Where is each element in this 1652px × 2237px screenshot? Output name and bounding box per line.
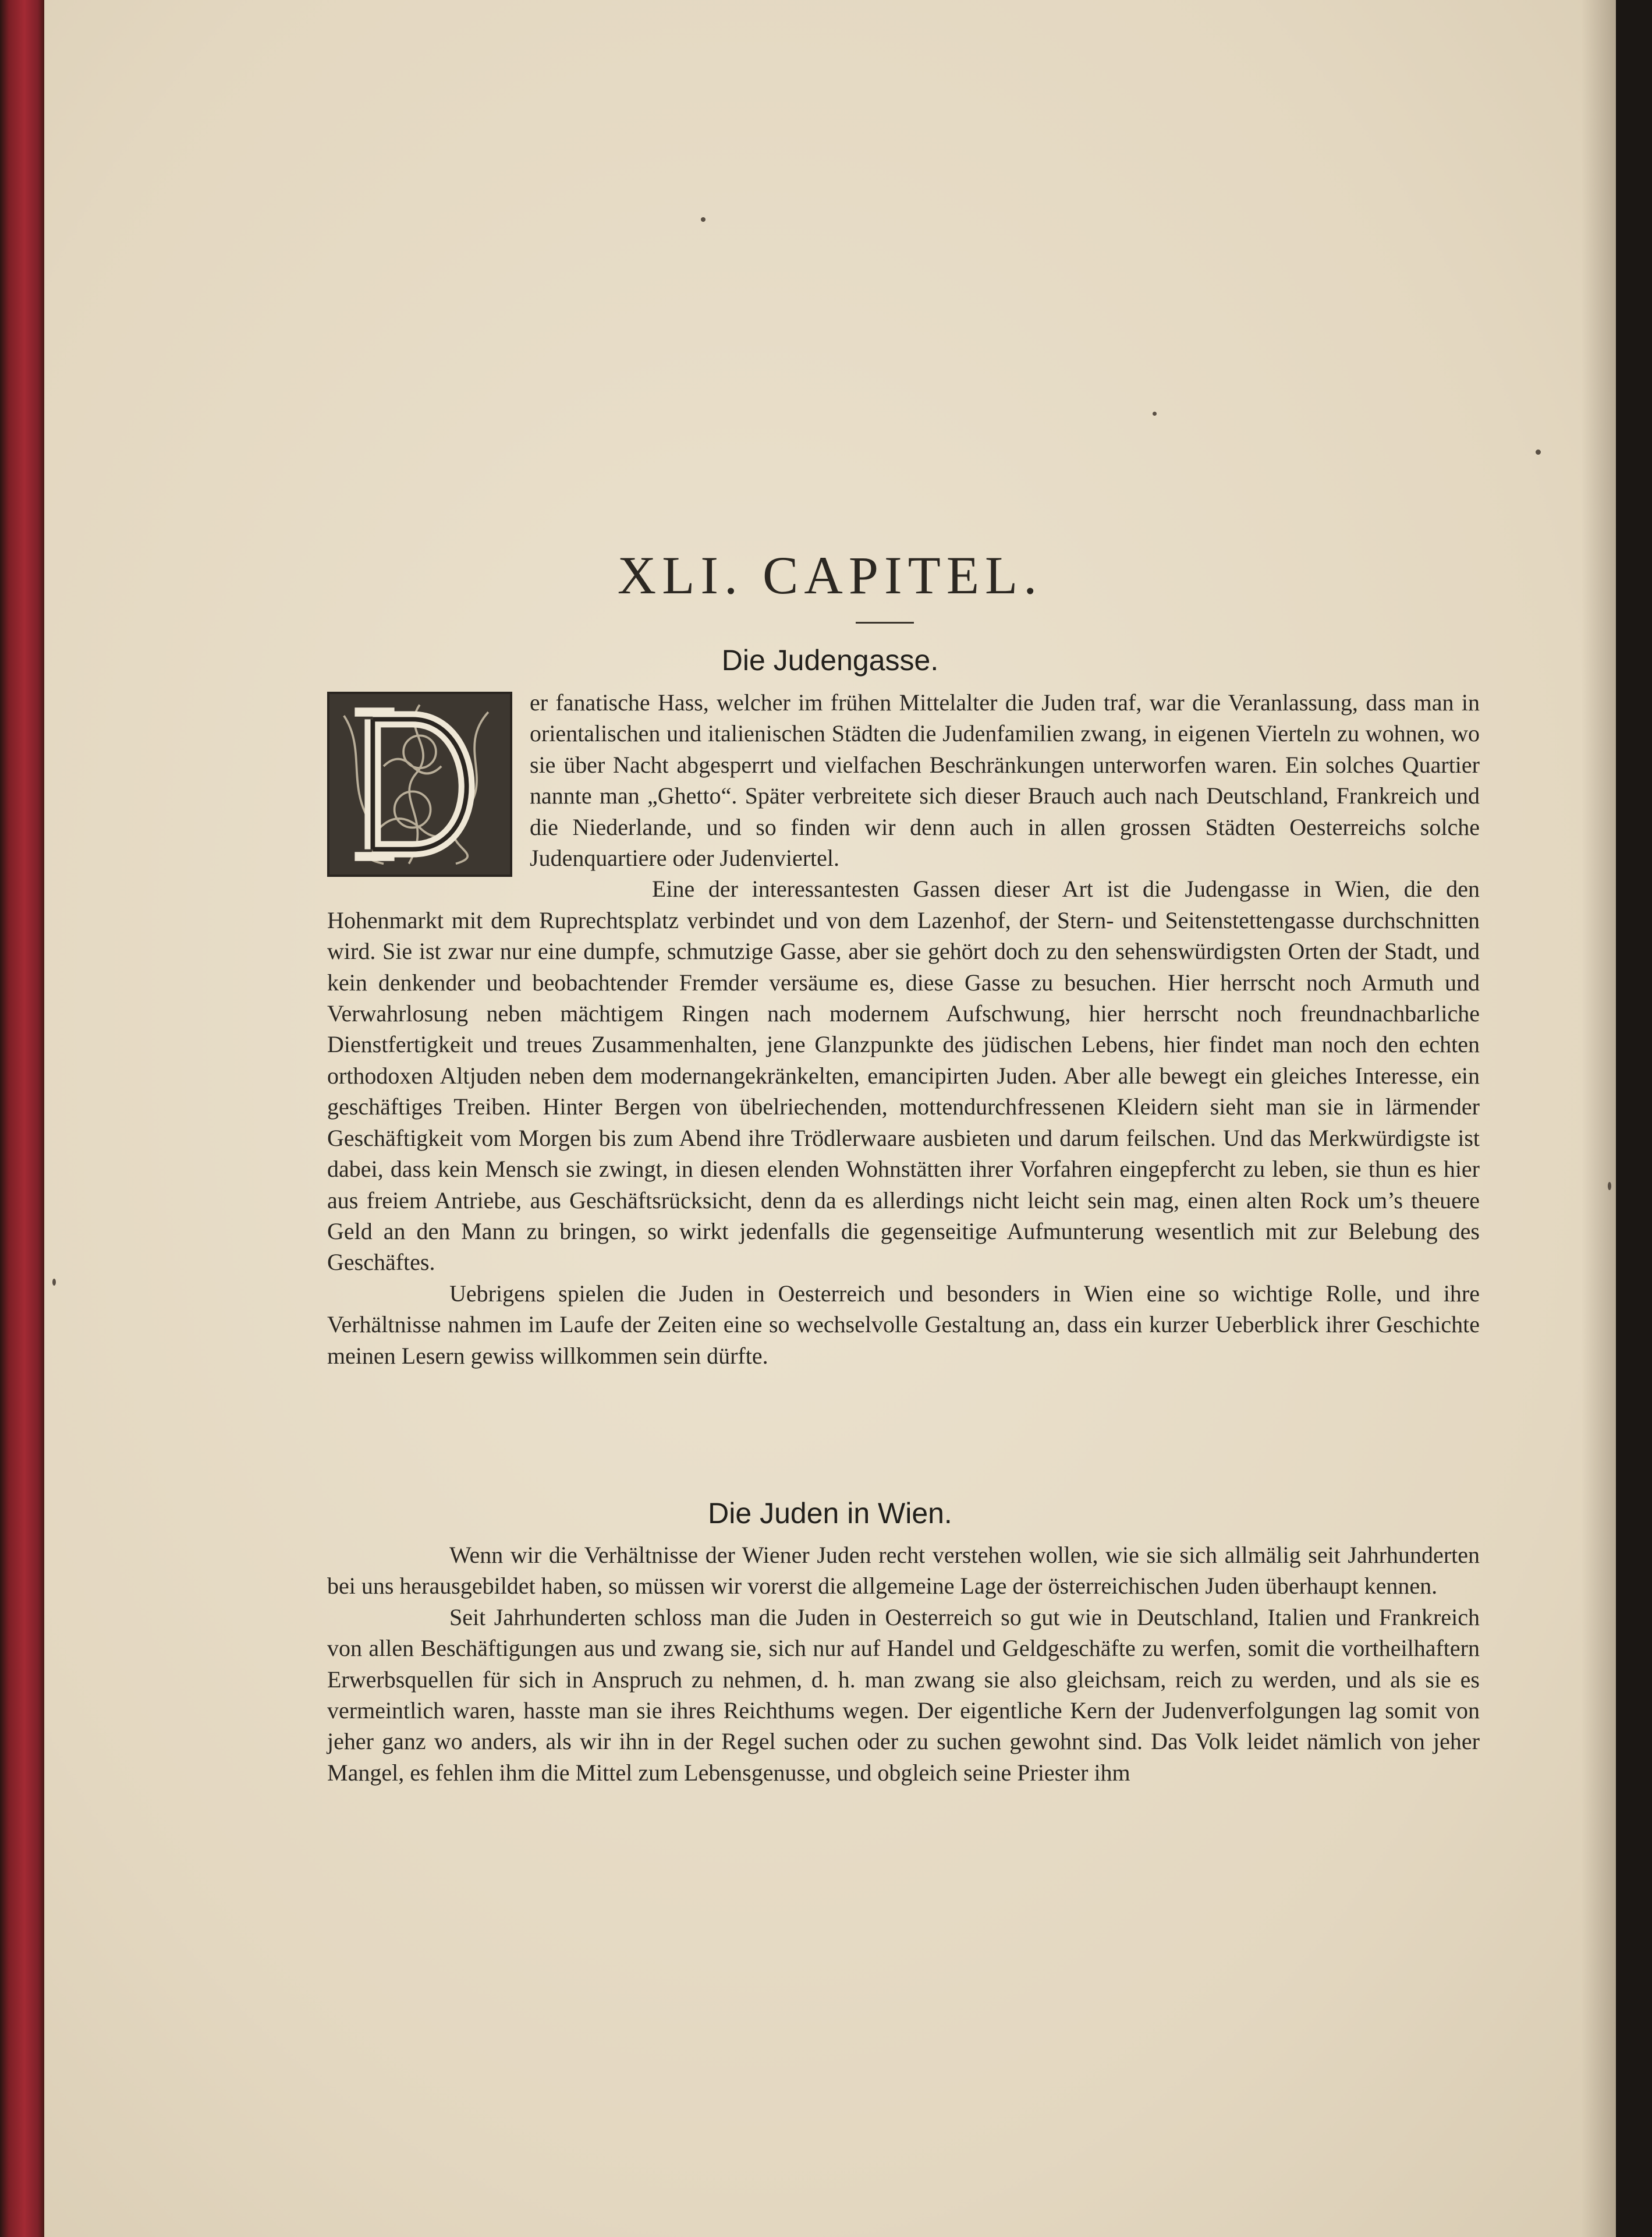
paper-speck: [1608, 1182, 1611, 1190]
paragraph: Wenn wir die Verhältnisse der Wiener Juden recht verstehen wollen, wie sie sich allmälig seit Jahrhunderten bei uns herausgebildet haben, so müssen wir vorerst die allgemeine Lage der österreichischen Juden überhaupt kennen.: [327, 1542, 1480, 1599]
paragraph: Eine der interessantesten Gassen dieser Art ist die Judengasse in Wien, die den Hohenmarkt mit dem Ruprechtsplatz verbindet und von dem Lazenhof, der Stern- und Seitenstettengasse durchschnitten wird. Sie ist zwar nur eine dumpfe, schmutzige Gasse, aber sie gehört doch zu den sehenswürdigsten Orten der Stadt, und kein denkender und beobachtender Fremder versäume es, diese Gasse zu besuchen. Hier herrscht noch Armuth und Verwahrlosung neben mächtigem Ringen nach modernem Aufschwung, hier herrscht noch freundnachbarliche Dienstfertigkeit und treues Zusammenhalten, jene Glanzpunkte des jüdischen Lebens, hier findet man noch den echten orthodoxen Altjuden neben dem modernangekränkelten, emancipirten Juden. Aber alle bewegt ein gleiches Interesse, ein geschäftiges Treiben. Hinter Bergen von übelriechenden, mottendurchfressenen Kleidern sieht man sie in lärmender Geschäftigkeit vom Morgen bis zum Abend ihre Trödlerwaare ausbieten und darum feilschen. Und das Merkwürdigste ist dabei, dass kein Mensch sie zwingt, in diesen elenden Wohnstätten ihrer Vorfahren eingepfercht zu leben, sie thun es hier aus freiem Antriebe, aus Geschäftsrücksicht, denn da es allerdings nicht leicht sein mag, einen alten Rock um’s theuere Geld an den Mann zu bringen, so wirkt jedenfalls die gegenseitige Aufmunterung wesentlich mit zur Belebung des Geschäftes.: [327, 876, 1480, 1276]
book-spine-edge: [0, 0, 44, 2237]
title-divider: [856, 622, 914, 624]
paper-speck: [701, 217, 706, 222]
paper-speck: [52, 1279, 56, 1286]
paragraph: er fanatische Hass, welcher im frühen Mittelalter die Juden traf, war die Veranlassung, dass man in orientalischen und italienischen Städten die Judenfamilien zwang, in eigenen Vierteln zu wohnen, wo sie über Nacht abgesperrt und vielfachen Beschränkungen unterworfen waren. Ein solches Quartier nannte man „Ghetto“. Später verbreitete sich dieser Brauch auch nach Deutschland, Frankreich und die Niederlande, und so finden wir denn auch in allen grossen Städten Oesterreichs solche Judenquartiere oder Judenviertel.: [530, 689, 1480, 872]
paper-speck: [1536, 449, 1541, 455]
paragraph: Uebrigens spielen die Juden in Oesterreich und besonders in Wien eine so wichtige Rolle, und ihre Verhältnisse nahmen im Laufe der Zeiten eine so wechselvolle Gestaltung an, dass ein kurzer Ueberblick ihrer Geschichte meinen Lesern gewiss willkommen sein dürfte.: [327, 1280, 1480, 1369]
book-page: [44, 0, 1616, 2237]
paper-speck: [1153, 412, 1157, 416]
chapter-title: XLI. CAPITEL.: [617, 546, 1043, 605]
section-heading-juden-in-wien: Die Juden in Wien.: [708, 1497, 952, 1530]
page-gutter-shadow: [1581, 0, 1616, 2237]
section-body-juden-in-wien: [327, 1539, 1480, 1788]
section-body-judengasse: [327, 687, 1480, 1371]
section-heading-judengasse: Die Judengasse.: [721, 644, 939, 677]
ornamental-initial-d-icon: [327, 692, 512, 877]
paragraph: Seit Jahrhunderten schloss man die Juden in Oesterreich so gut wie in Deutschland, Italien und Frankreich von allen Beschäftigungen aus und zwang sie, sich nur auf Handel und Geldgeschäfte zu werfen, somit die vortheilhaftern Erwerbsquellen für sich in Anspruch zu nehmen, d. h. man zwang sie also gleichsam, reich zu werden, und als sie es vermeintlich waren, hasste man sie ihres Reichthums wegen. Der eigentliche Kern der Judenverfolgungen lag somit von jeher ganz wo anders, als wir ihn in der Regel suchen oder zu suchen gewohnt sind. Das Volk leidet nämlich von jeher Mangel, es fehlen ihm die Mittel zum Lebensgenusse, und obgleich seine Priester ihm: [327, 1604, 1480, 1786]
